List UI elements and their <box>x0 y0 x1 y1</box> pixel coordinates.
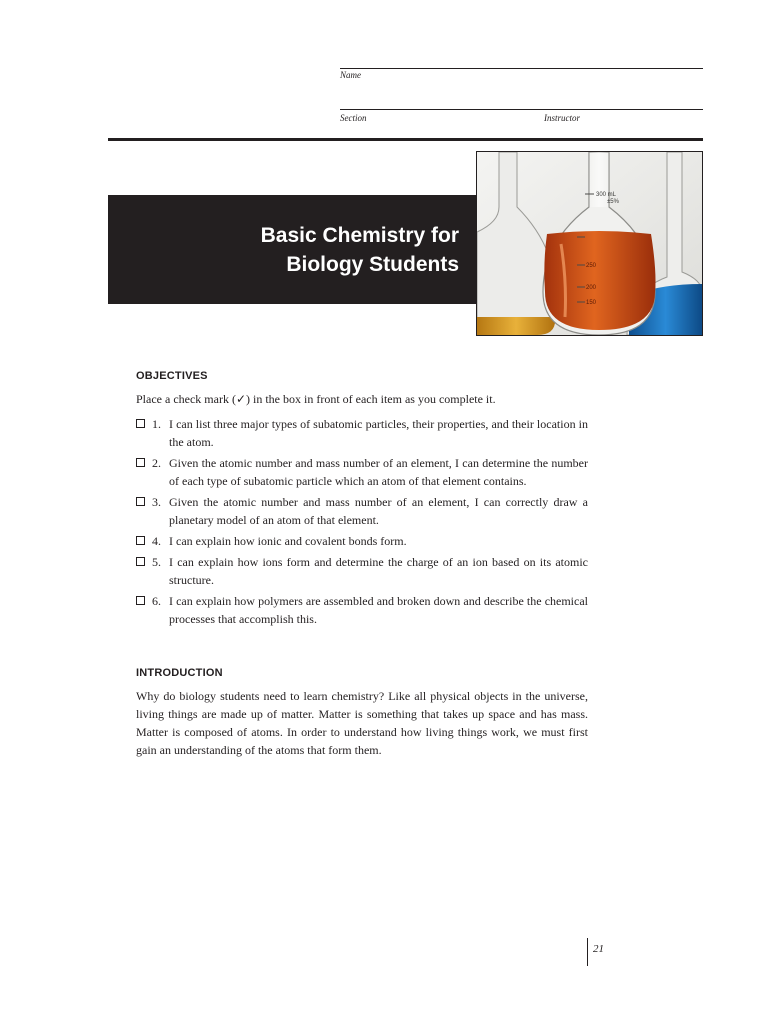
title-banner <box>108 195 476 304</box>
objective-item-5 <box>136 553 588 589</box>
header-divider <box>108 138 703 141</box>
objectives-heading: OBJECTIVES <box>136 370 208 382</box>
objective-4-number: 4. <box>152 534 161 548</box>
objective-5-number: 5. <box>152 555 161 569</box>
objective-3-number: 3. <box>152 495 161 509</box>
flask-marking-tolerance: ±5% <box>607 199 619 205</box>
objective-1-number: 1. <box>152 417 161 431</box>
objective-1-checkbox[interactable] <box>136 419 145 428</box>
objective-item-2 <box>136 454 588 490</box>
name-label: Name <box>340 70 361 80</box>
objective-3-text: Given the atomic number and mass number of an element, I can correctly draw a planetary model of an atom of that element. <box>169 495 588 527</box>
objective-2-checkbox[interactable] <box>136 458 145 467</box>
chapter-title-line-1: Basic Chemistry for <box>260 224 459 247</box>
flask-scale-150: 150 <box>586 300 597 306</box>
chapter-title <box>129 221 459 279</box>
name-line[interactable] <box>340 68 703 69</box>
chapter-title-line-2: Biology Students <box>286 253 459 276</box>
section-instructor-line[interactable] <box>340 109 703 110</box>
flask-scale-250: 250 <box>586 263 597 269</box>
flask-marking-volume: 300 mL <box>596 192 617 198</box>
introduction-heading: INTRODUCTION <box>136 667 223 679</box>
objective-item-4 <box>136 532 588 550</box>
objective-5-text: I can explain how ions form and determine the charge of an ion based on its atomic structure. <box>169 555 588 587</box>
introduction-text: Why do biology students need to learn chemistry? Like all physical objects in the universe, living things are made up of matter. Matter is something that takes up space and has mass. Matter is composed of atoms. In order to understand how living things work, we must first gain an understanding of the atoms that form them. <box>136 689 588 757</box>
instructor-label: Instructor <box>544 113 580 123</box>
objective-6-text: I can explain how polymers are assembled and broken down and describe the chemical processes that accomplish this. <box>169 594 588 626</box>
objective-4-text: I can explain how ionic and covalent bonds form. <box>169 534 407 548</box>
objective-item-3 <box>136 493 588 529</box>
objectives-instruction: Place a check mark (✓) in the box in front of each item as you complete it. <box>136 392 496 406</box>
objective-4-checkbox[interactable] <box>136 536 145 545</box>
flask-scale-200: 200 <box>586 285 597 291</box>
objective-item-1 <box>136 415 588 451</box>
objective-item-6 <box>136 592 588 628</box>
objective-3-checkbox[interactable] <box>136 497 145 506</box>
objective-1-text: I can list three major types of subatomic particles, their properties, and their location in the atom. <box>169 417 588 449</box>
section-label: Section <box>340 113 367 123</box>
objective-6-checkbox[interactable] <box>136 596 145 605</box>
objective-2-number: 2. <box>152 456 161 470</box>
page-number: 21 <box>593 943 604 955</box>
objective-6-number: 6. <box>152 594 161 608</box>
page-number-rule <box>587 938 588 966</box>
objective-2-text: Given the atomic number and mass number of an element, I can determine the number of each type of subatomic particle which an atom of that element contains. <box>169 456 588 488</box>
objective-5-checkbox[interactable] <box>136 557 145 566</box>
objectives-list <box>136 415 588 631</box>
glassware-photo <box>476 151 703 336</box>
